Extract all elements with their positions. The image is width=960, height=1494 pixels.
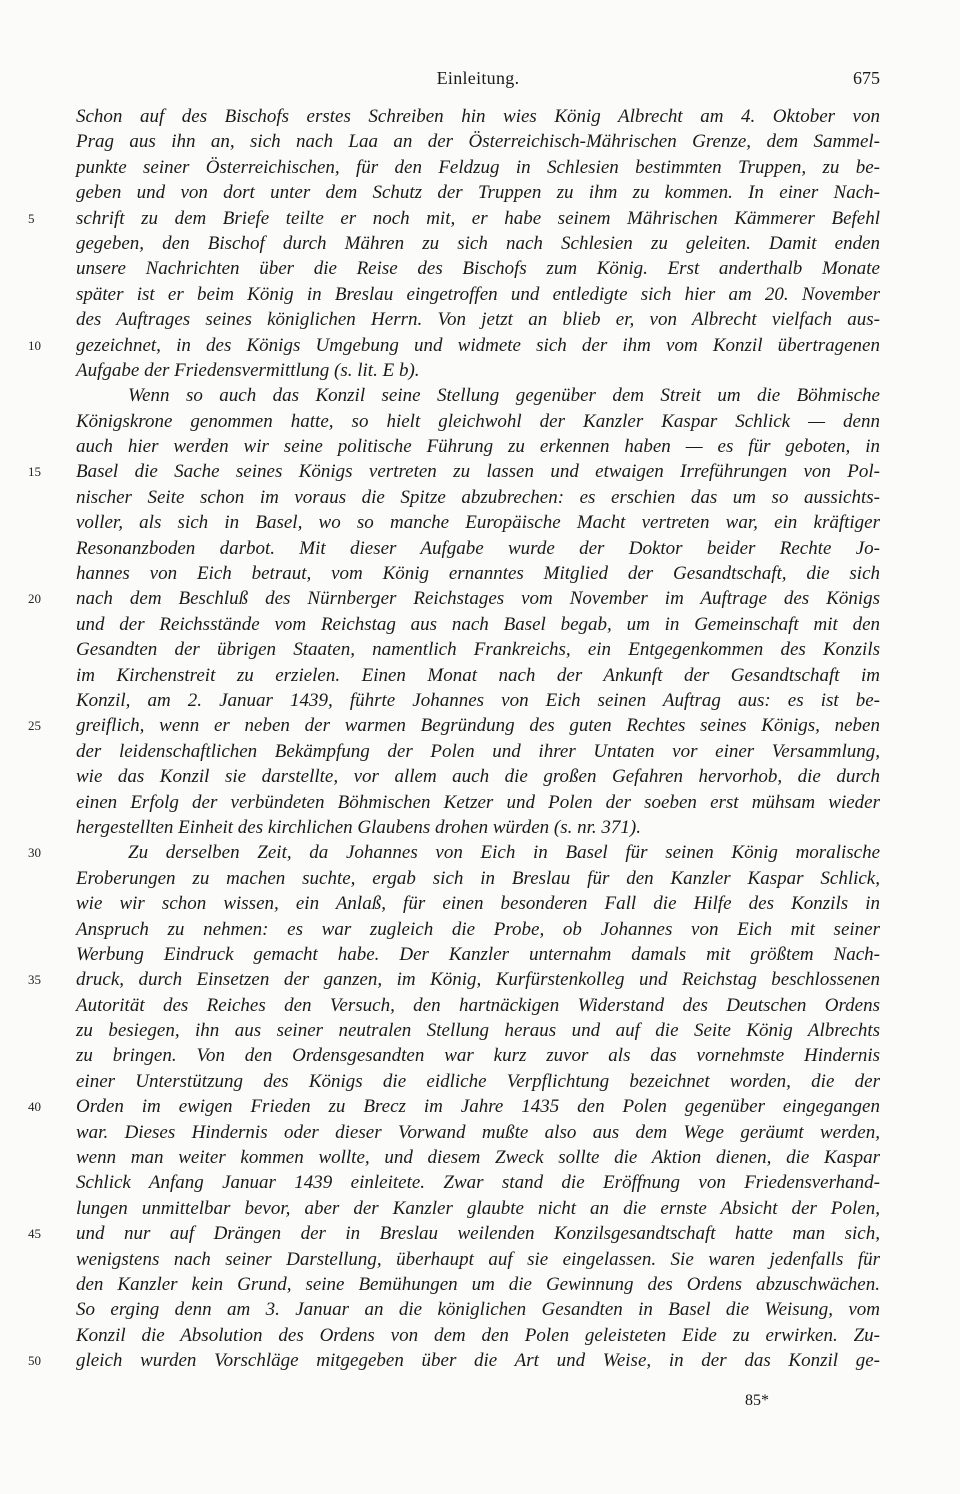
text-line (28, 459, 880, 484)
text-line (76, 637, 880, 662)
text-line (28, 967, 880, 992)
text-line (28, 1094, 880, 1119)
text-line (76, 917, 880, 942)
line-text: lungen unmittelbar bevor, aber der Kanzler glaubte nicht an die ernste Absicht der Polen, (76, 1197, 880, 1219)
text-line (76, 739, 880, 764)
text-line (28, 713, 880, 738)
text-line (76, 155, 880, 180)
line-text: Eroberungen zu machen suchte, ergab sich in Breslau für den Kanzler Kaspar Schlick, (76, 867, 880, 889)
text-line (76, 866, 880, 891)
line-text: hergestellten Einheit des kirchlichen Glaubens drohen würden (s. nr. 371). (76, 816, 641, 838)
line-text: auch hier werden wir seine politische Führung zu erkennen haben — es für geboten, in (76, 436, 880, 458)
line-text: Autorität des Reiches den Versuch, den hartnäckigen Widerstand des Deutschen Ordens (76, 994, 880, 1016)
text-line (76, 180, 880, 205)
line-text: voller, als sich in Basel, wo so manche Europäische Macht vertreten war, ein kräftiger (76, 512, 880, 534)
line-text: nischer Seite schon im voraus die Spitze abzubrechen: es erschien das um so aussichts- (76, 486, 880, 508)
line-text: Zu derselben Zeit, da Johannes von Eich in Basel für seinen König moralische (128, 842, 880, 864)
text-line (28, 840, 880, 865)
line-text: druck, durch Einsetzen der ganzen, im König, Kurfürstenkolleg und Reichstag beschlossenen (76, 969, 880, 991)
line-text: und der Reichsstände vom Reichstag aus nach Basel begab, um in Gemeinschaft mit den (76, 613, 880, 635)
text-line (28, 206, 880, 231)
text-line (76, 1323, 880, 1348)
text-line (76, 1120, 880, 1145)
text-line (76, 1196, 880, 1221)
text-line (76, 1043, 880, 1068)
running-title: Einleitung. (436, 68, 520, 88)
text-line (28, 333, 880, 358)
line-number: 15 (28, 464, 41, 480)
text-line (76, 536, 880, 561)
line-text: Basel die Sache seines Königs vertreten zu lassen und etwaigen Irreführungen von Pol- (76, 461, 880, 483)
text-line (28, 1221, 880, 1246)
line-text: Orden im ewigen Frieden zu Brecz im Jahre 1435 den Polen gegenüber eingegangen (76, 1096, 880, 1118)
line-text: gezeichnet, in des Königs Umgebung und widmete sich der ihm vom Konzil übertragenen (76, 334, 880, 356)
text-line (76, 1297, 880, 1322)
line-text: den Kanzler kein Grund, seine Bemühungen um die Gewinnung des Ordens abzuschwächen. (76, 1273, 880, 1295)
text-line (28, 586, 880, 611)
line-text: später ist er beim König in Breslau eingetroffen und entledigte sich hier am 20. November (76, 283, 880, 305)
line-text: einen Erfolg der verbündeten Böhmischen Ketzer und Polen der soeben erst mühsam wieder (76, 791, 880, 813)
line-text: wenigstens nach seiner Darstellung, überhaupt auf sie eingelassen. Sie waren jedenfalls für (76, 1248, 880, 1270)
text-line (76, 663, 880, 688)
line-text: und nur auf Drängen der in Breslau weilenden Konzilsgesandtschaft hatte man sich, (76, 1223, 880, 1245)
line-text: Wenn so auch das Konzil seine Stellung gegenüber dem Streit um die Böhmische (128, 385, 880, 407)
line-text: punkte seiner Österreichischen, für den Feldzug in Schlesien bestimmten Truppen, zu be- (76, 156, 880, 178)
text-line (76, 815, 880, 840)
text-line (76, 1145, 880, 1170)
text-line (76, 256, 880, 281)
line-text: gegeben, den Bischof durch Mähren zu sich nach Schlesien zu geleiten. Damit enden (76, 232, 880, 254)
text-line (76, 434, 880, 459)
line-text: des Auftrages seines königlichen Herrn. Von jetzt an blieb er, von Albrecht vielfach aus- (76, 309, 880, 331)
line-number: 5 (28, 210, 35, 226)
line-text: wie wir schon wissen, ein Anlaß, für einen besonderen Fall die Hilfe des Konzils in (76, 893, 880, 915)
text-line (76, 485, 880, 510)
line-text: So erging denn am 3. Januar an die königlichen Gesandten in Basel die Weisung, vom (76, 1299, 880, 1321)
sheet-mark: 85* (745, 1392, 769, 1409)
line-number: 35 (28, 972, 41, 988)
line-text: greiflich, wenn er neben der warmen Begründung des guten Rechtes seines Königs, neben (76, 715, 880, 737)
text-line (76, 358, 880, 383)
text-line (76, 409, 880, 434)
page-number: 675 (853, 68, 880, 88)
line-text: Konzil, am 2. Januar 1439, führte Johannes von Eich seinen Auftrag aus: es ist be- (76, 689, 880, 711)
text-line (28, 1348, 880, 1373)
text-line (76, 231, 880, 256)
line-text: Königskrone genommen hatte, so hielt gleichwohl der Kanzler Kaspar Schlick — denn (76, 410, 880, 432)
text-line (76, 1247, 880, 1272)
line-text: war. Dieses Hindernis oder dieser Vorwand mußte also aus dem Wege geräumt werden, (76, 1121, 880, 1143)
line-text: Resonanzboden darbot. Mit dieser Aufgabe wurde der Doktor beider Rechte Jo- (76, 537, 880, 559)
line-text: geben und von dort unter dem Schutz der Truppen zu ihm zu kommen. In einer Nach- (76, 182, 880, 204)
line-text: Gesandten der übrigen Staaten, namentlich Frankreichs, ein Entgegenkommen des Konzils (76, 639, 880, 661)
line-number: 10 (28, 337, 41, 353)
line-text: Aufgabe der Friedensvermittlung (s. lit. E b). (76, 359, 420, 381)
line-text: einer Unterstützung des Königs die eidliche Verpflichtung bezeichnet worden, die der (76, 1070, 880, 1092)
line-text: wie das Konzil sie darstellte, vor allem auch die großen Gefahren hervorhob, die durch (76, 766, 880, 788)
line-text: im Kirchenstreit zu erzielen. Einen Monat nach der Ankunft der Gesandtschaft im (76, 664, 880, 686)
text-line (76, 993, 880, 1018)
line-text: Schlick Anfang Januar 1439 einleitete. Zwar stand die Eröffnung von Friedensverhand- (76, 1172, 880, 1194)
line-text: nach dem Beschluß des Nürnberger Reichstages vom November im Auftrage des Königs (76, 588, 880, 610)
line-number: 40 (28, 1099, 41, 1115)
text-line (76, 383, 880, 408)
text-line (76, 1170, 880, 1195)
line-text: Anspruch zu nehmen: es war zugleich die Probe, ob Johannes von Eich mit seiner (76, 918, 880, 940)
text-line (76, 790, 880, 815)
text-line (76, 891, 880, 916)
line-text: der leidenschaftlichen Bekämpfung der Polen und ihrer Untaten vor einer Versammlung, (76, 740, 880, 762)
page-header (76, 68, 880, 94)
text-line (76, 1069, 880, 1094)
text-line (76, 104, 880, 129)
text-line (76, 307, 880, 332)
line-text: zu besiegen, ihn aus seiner neutralen Stellung heraus und auf die Seite König Albrechts (76, 1020, 880, 1042)
text-line (76, 282, 880, 307)
text-line (76, 942, 880, 967)
line-text: Konzil die Absolution des Ordens von dem den Polen geleisteten Eide zu erwirken. Zu- (76, 1324, 880, 1346)
text-line (76, 1272, 880, 1297)
line-text: wenn man weiter kommen wollte, und diesem Zweck sollte die Aktion dienen, die Kaspar (76, 1147, 880, 1169)
line-number: 25 (28, 718, 41, 734)
line-text: Prag aus ihn an, sich nach Laa an der Österreichisch-Mährischen Grenze, dem Sammel- (76, 131, 880, 153)
text-line (76, 510, 880, 535)
text-line (76, 612, 880, 637)
line-number: 50 (28, 1353, 41, 1369)
line-text: zu bringen. Von den Ordensgesandten war kurz zuvor als das vornehmste Hindernis (76, 1045, 880, 1067)
line-number: 20 (28, 591, 41, 607)
line-text: unsere Nachrichten über die Reise des Bischofs zum König. Erst anderthalb Monate (76, 258, 880, 280)
text-line (76, 764, 880, 789)
line-text: gleich wurden Vorschläge mitgegeben über die Art und Weise, in der das Konzil ge- (76, 1350, 880, 1372)
line-text: schrift zu dem Briefe teilte er noch mit, er habe seinem Mährischen Kämmerer Befehl (76, 207, 880, 229)
line-number: 45 (28, 1226, 41, 1242)
text-line (76, 561, 880, 586)
text-line (76, 688, 880, 713)
line-text: Schon auf des Bischofs erstes Schreiben hin wies König Albrecht am 4. Oktober von (76, 106, 880, 127)
text-line (76, 1018, 880, 1043)
line-text: Werbung Eindruck gemacht habe. Der Kanzler unternahm damals mit größtem Nach- (76, 943, 880, 965)
line-number: 30 (28, 845, 41, 861)
text-line (76, 129, 880, 154)
body-text (28, 104, 880, 1374)
line-text: hannes von Eich betraut, vom König ernanntes Mitglied der Gesandtschaft, die sich (76, 563, 880, 585)
